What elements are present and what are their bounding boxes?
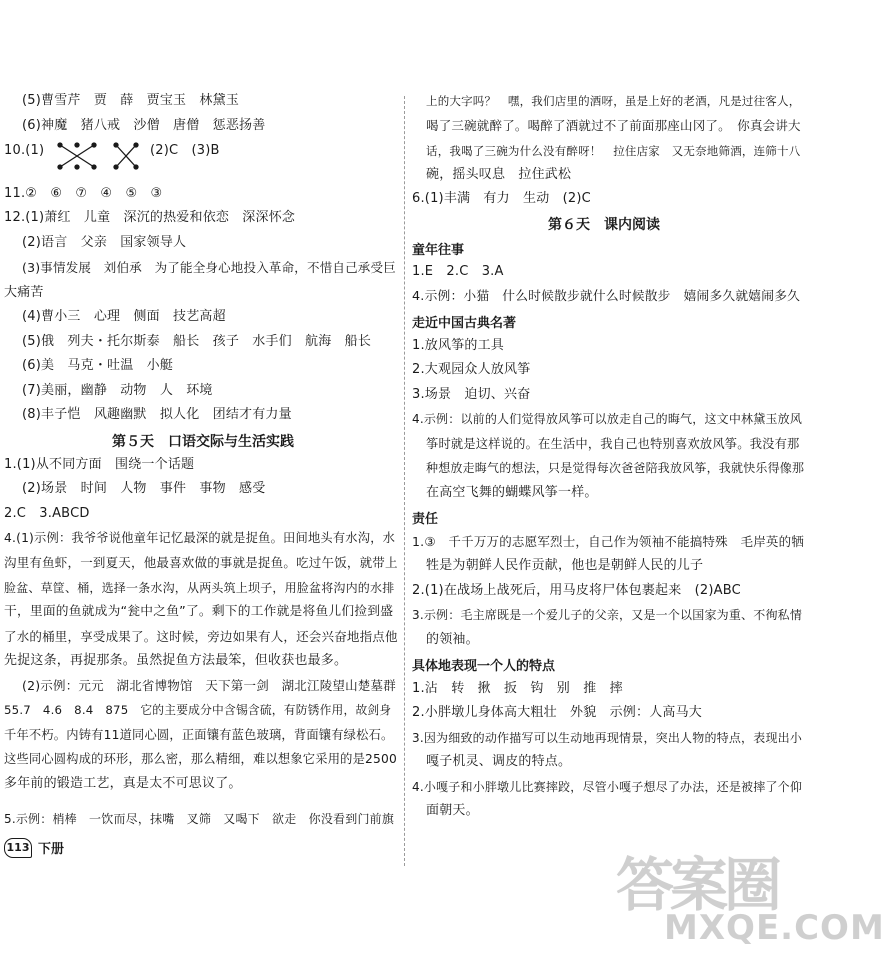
- answer-line: 了水的桶里，享受成果了。这时候，旁边如果有人，还会兴奋地指点他: [4, 629, 398, 644]
- answer-line: (8)丰子恺 风趣幽默 拟人化 团结才有力量: [22, 407, 292, 422]
- answer-line: 碗，摇头叹息 拉住武松: [426, 167, 572, 182]
- answer-line: 2.小胖墩儿身体高大粗壮 外貌 示例：人高马大: [412, 705, 703, 720]
- answer-line: (7)美丽，幽静 动物 人 环境: [22, 383, 213, 398]
- answer-line: 11.② ⑥ ⑦ ④ ⑤ ③: [4, 186, 163, 201]
- answer-line: 3.场景 迫切、兴奋: [412, 387, 531, 402]
- watermark-url: MXQE.COM: [664, 908, 885, 948]
- matching-lines-icon: [54, 141, 144, 171]
- answer-line: 筝时就是这样说的。在生活中，我自己也特别喜欢放风筝。我没有那: [426, 437, 800, 451]
- answer-line: 脸盆、草筐、桶，选择一条水沟，从两头筑上坝子，用脸盆将沟内的水排: [4, 581, 395, 595]
- answer-line: 面朝天。: [426, 803, 479, 818]
- subheading: 具体地表现一个人的特点: [412, 659, 556, 674]
- answer-line: 种想放走晦气的想法，只是觉得每次爸爸陪我放风筝，我就快乐得像那: [426, 461, 805, 475]
- answer-line: (5)俄 列夫・托尔斯泰 船长 孩子 水手们 航海 船长: [22, 334, 372, 349]
- page-number-badge: 113: [4, 838, 32, 858]
- answer-line: 多年前的锻造工艺，真是太不可思议了。: [4, 776, 242, 791]
- answer-line: 4.小嘎子和小胖墩儿比赛摔跤，尽管小嘎子想尽了办法，还是被摔了个仰: [412, 780, 803, 794]
- answer-line: 2.C 3.ABCD: [4, 506, 90, 521]
- answer-line: 3.示例：毛主席既是一个爱儿子的父亲，又是一个以国家为重、不徇私情: [412, 608, 803, 622]
- answer-line: (6)美 马克・吐温 小艇: [22, 358, 174, 373]
- answer-line: 这些同心圆构成的环形，那么密，那么精细，难以想象它采用的是2500: [4, 752, 398, 766]
- answer-line-q10-rest: (2)C (3)B: [150, 143, 220, 158]
- answer-line: 千年不朽。内铸有11道同心圆，正面镶有蓝色玻璃，背面镶有绿松石。: [4, 728, 394, 742]
- answer-line: 3.因为细致的动作描写可以生动地再现情景，突出人物的特点，表现出小: [412, 731, 803, 745]
- section-title-day6: 第６天 课内阅读: [548, 217, 660, 233]
- column-divider: [404, 96, 405, 866]
- subheading: 走近中国古典名著: [412, 316, 517, 331]
- answer-line: 1.③ 千千万万的志愿军烈士，自己作为领袖不能搞特殊 毛岸英的牺: [412, 534, 805, 549]
- section-title-day5: 第５天 口语交际与生活实践: [112, 434, 294, 450]
- answer-line: 在高空飞舞的蝴蝶风筝一样。: [426, 485, 598, 500]
- answer-line: (2)语言 父亲 国家领导人: [22, 235, 187, 250]
- answer-line: (3)事情发展 刘伯承 为了能全身心地投入革命，不惜自己承受巨: [22, 260, 396, 275]
- watermark-logo: [616, 838, 885, 956]
- answer-line: 1.沾 转 揪 扳 钩 别 推 摔: [412, 681, 623, 696]
- answer-line: 4.示例：小猫 什么时候散步就什么时候散步 嬉闹多久就嬉闹多久: [412, 289, 801, 304]
- answer-line: (2)场景 时间 人物 事件 事物 感受: [22, 481, 266, 496]
- answer-line: 话，我喝了三碗为什么没有醉呀！ 拉住店家 又无奈地筛酒，连筛十八: [426, 144, 801, 158]
- answer-line: 大痛苦: [4, 285, 44, 300]
- answer-line: 4.(1)示例：我爷爷说他童年记忆最深的就是捉鱼。田间地头有水沟，水: [4, 531, 396, 545]
- answer-line: 12.(1)萧红 儿童 深沉的热爱和依恋 深深怀念: [4, 210, 296, 225]
- watermark-text: 答案圈: [616, 851, 779, 919]
- answer-line: 先捉这条，再捉那条。虽然捉鱼方法最笨，但收获也最多。: [4, 653, 348, 668]
- answer-line: 1.(1)从不同方面 围绕一个话题: [4, 457, 195, 472]
- answer-line-q10: 10.(1): [4, 143, 45, 158]
- answer-line: 喝了三碗就醉了。喝醉了酒就过不了前面那座山冈了。 你真会讲大: [426, 118, 801, 133]
- answer-line: 2.大观园众人放风筝: [412, 362, 531, 377]
- answer-line: 1.放风筝的工具: [412, 338, 505, 353]
- answer-line: 沟里有鱼虾，一到夏天，他最喜欢做的事就是捉鱼。吃过午饭，就带上: [4, 555, 398, 570]
- answer-line: 2.(1)在战场上战死后，用马皮将尸体包裹起来 (2)ABC: [412, 583, 741, 598]
- answer-line: (6)神魔 猪八戒 沙僧 唐僧 惩恶扬善: [22, 118, 266, 133]
- answer-line: (2)示例：元元 湖北省博物馆 天下第一剑 湖北江陵望山楚墓群: [22, 678, 396, 693]
- answer-line: 1.E 2.C 3.A: [412, 264, 504, 279]
- answer-line: 嘎子机灵、调皮的特点。: [426, 754, 572, 769]
- subheading: 责任: [412, 512, 439, 527]
- answer-line: 5.示例：梢棒 一饮而尽，抹嘴 叉筛 又喝下 欲走 你没看到门前旗: [4, 812, 395, 826]
- answer-line: 牲是为朝鲜人民作贡献，他也是朝鲜人民的儿子: [426, 558, 704, 573]
- answer-line: 的领袖。: [426, 632, 479, 647]
- answer-line: 上的大字吗？ 嘿，我们店里的酒呀，虽是上好的老酒，凡是过往客人，: [426, 94, 801, 108]
- answer-line: 4.示例：以前的人们觉得放风筝可以放走自己的晦气，这文中林黛玉放风: [412, 412, 803, 426]
- volume-label: 下册: [38, 842, 65, 857]
- answer-line: (4)曹小三 心理 侧面 技艺高超: [22, 309, 226, 324]
- answer-line: 55.7 4.6 8.4 875 它的主要成分中含锡含硫，有防锈作用，故剑身: [4, 703, 392, 717]
- subheading: 童年往事: [412, 243, 465, 258]
- answer-line: 6.(1)丰满 有力 生动 (2)C: [412, 191, 591, 206]
- answer-line: (5)曹雪芹 贾 薛 贾宝玉 林黛玉: [22, 93, 240, 108]
- answer-line: 干，里面的鱼就成为“瓮中之鱼”了。剩下的工作就是将鱼儿们捡到盛: [4, 604, 394, 619]
